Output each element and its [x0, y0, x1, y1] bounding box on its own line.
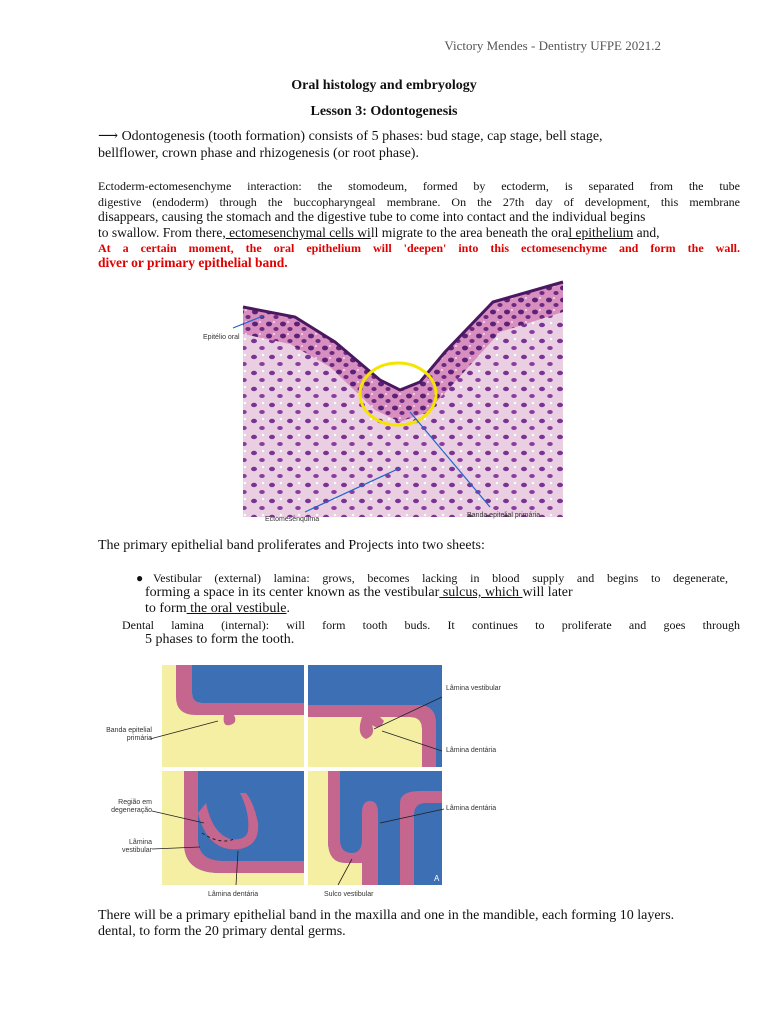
vestibular-line-3-c: .	[286, 601, 291, 616]
label-sulco-vestibular: Sulco vestibular	[324, 891, 374, 898]
vestibular-line-3-b: the oral vestibule	[186, 601, 287, 616]
document-title: Oral histology and embryology	[291, 78, 477, 93]
interaction-line-4-d: l epithelium	[568, 225, 634, 240]
closing-line-2: dental, to form the 20 primary dental germs.	[98, 924, 346, 939]
vestibular-line-2-a: forming a space in its center known as the vestibular	[145, 585, 440, 600]
interaction-line-4-b: ectomesenchymal cells wi	[225, 225, 371, 240]
panel-top-right	[308, 665, 442, 767]
interaction-line-2: digestive (endoderm) through the buccopharyngeal membrane. On the 27th day of development, this membrane	[98, 195, 740, 209]
vestibular-line-3	[145, 601, 290, 617]
red-statement-line-1: At a certain moment, the oral epithelium will 'deepen' into this ectomesenchyme and form the wall.	[98, 241, 740, 255]
dental-line-2: 5 phases to form the tooth.	[145, 632, 295, 647]
page-header-author: Victory Mendes - Dentistry UFPE 2021.2	[444, 38, 661, 53]
vestibular-line-1: ●Vestibular (external) lamina: grows, becomes lacking in blood supply and begins to degenerate,	[136, 571, 728, 585]
label-banda-epitelial: Banda epitelial primária	[106, 727, 152, 742]
label-lamina-vestibular-top: Lâmina vestibular	[446, 685, 501, 692]
label-lamina-dentaria-right: Lâmina dentária	[446, 805, 497, 812]
red-statement-line-2: diver or primary epithelial band.	[98, 255, 288, 270]
vestibular-line-2	[145, 585, 573, 601]
closing-line-1: There will be a primary epithelial band in the maxilla and one in the mandible, each forming 10 layers.	[98, 908, 675, 923]
interaction-line-1: Ectoderm-ectomesenchyme interaction: the stomodeum, formed by ectoderm, is separated from the tube	[98, 179, 740, 193]
intro-line-1: ⟶ Odontogenesis (tooth formation) consists of 5 phases: bud stage, cap stage, bell stage,	[98, 129, 603, 144]
label-panel-a: A	[434, 874, 440, 883]
panel-bottom-left	[162, 771, 304, 885]
vestibular-line-2-c: will later	[522, 585, 573, 600]
interaction-line-4-c: ll migrate to the area beneath the ora	[370, 225, 569, 240]
lesson-subtitle: Lesson 3: Odontogenesis	[310, 104, 458, 119]
label-ectomesenchyme: Ectomesênquima	[265, 516, 320, 523]
label-lamina-vestibular-bottom: Lâmina vestibular	[122, 839, 152, 854]
band-sentence: The primary epithelial band proliferates and Projects into two sheets:	[98, 538, 485, 553]
histology-micrograph	[195, 272, 575, 527]
panel-bottom-right	[308, 771, 442, 885]
label-primary-band: Banda epitelial primária	[467, 512, 541, 519]
interaction-line-3: disappears, causing the stomach and the digestive tube to come into contact and the individual begins	[98, 209, 646, 224]
interaction-line-4-e: and,	[633, 225, 660, 240]
panel-top-left	[162, 665, 304, 767]
lamina-diagram-svg	[100, 663, 506, 908]
label-lamina-dentaria-top: Lâmina dentária	[446, 747, 497, 754]
dental-line-1: Dental lamina (internal): will form tooth buds. It continues to proliferate and goes through	[122, 618, 740, 632]
intro-line-2: bellflower, crown phase and rhizogenesis (or root phase).	[98, 146, 419, 161]
vestibular-line-2-b: sulcus, which	[439, 585, 523, 600]
histology-figure	[195, 272, 575, 527]
label-lamina-dentaria-bottom: Lâmina dentária	[208, 891, 259, 898]
lamina-diagram	[100, 663, 506, 908]
label-regiao-degeneracao: Região em degeneração	[111, 799, 152, 814]
vestibular-line-3-a: to form	[145, 601, 187, 616]
interaction-line-4-a: to swallow. From there,	[98, 225, 226, 240]
interaction-line-4	[98, 225, 659, 241]
label-oral-epithelium: Epitélio oral	[203, 334, 240, 341]
